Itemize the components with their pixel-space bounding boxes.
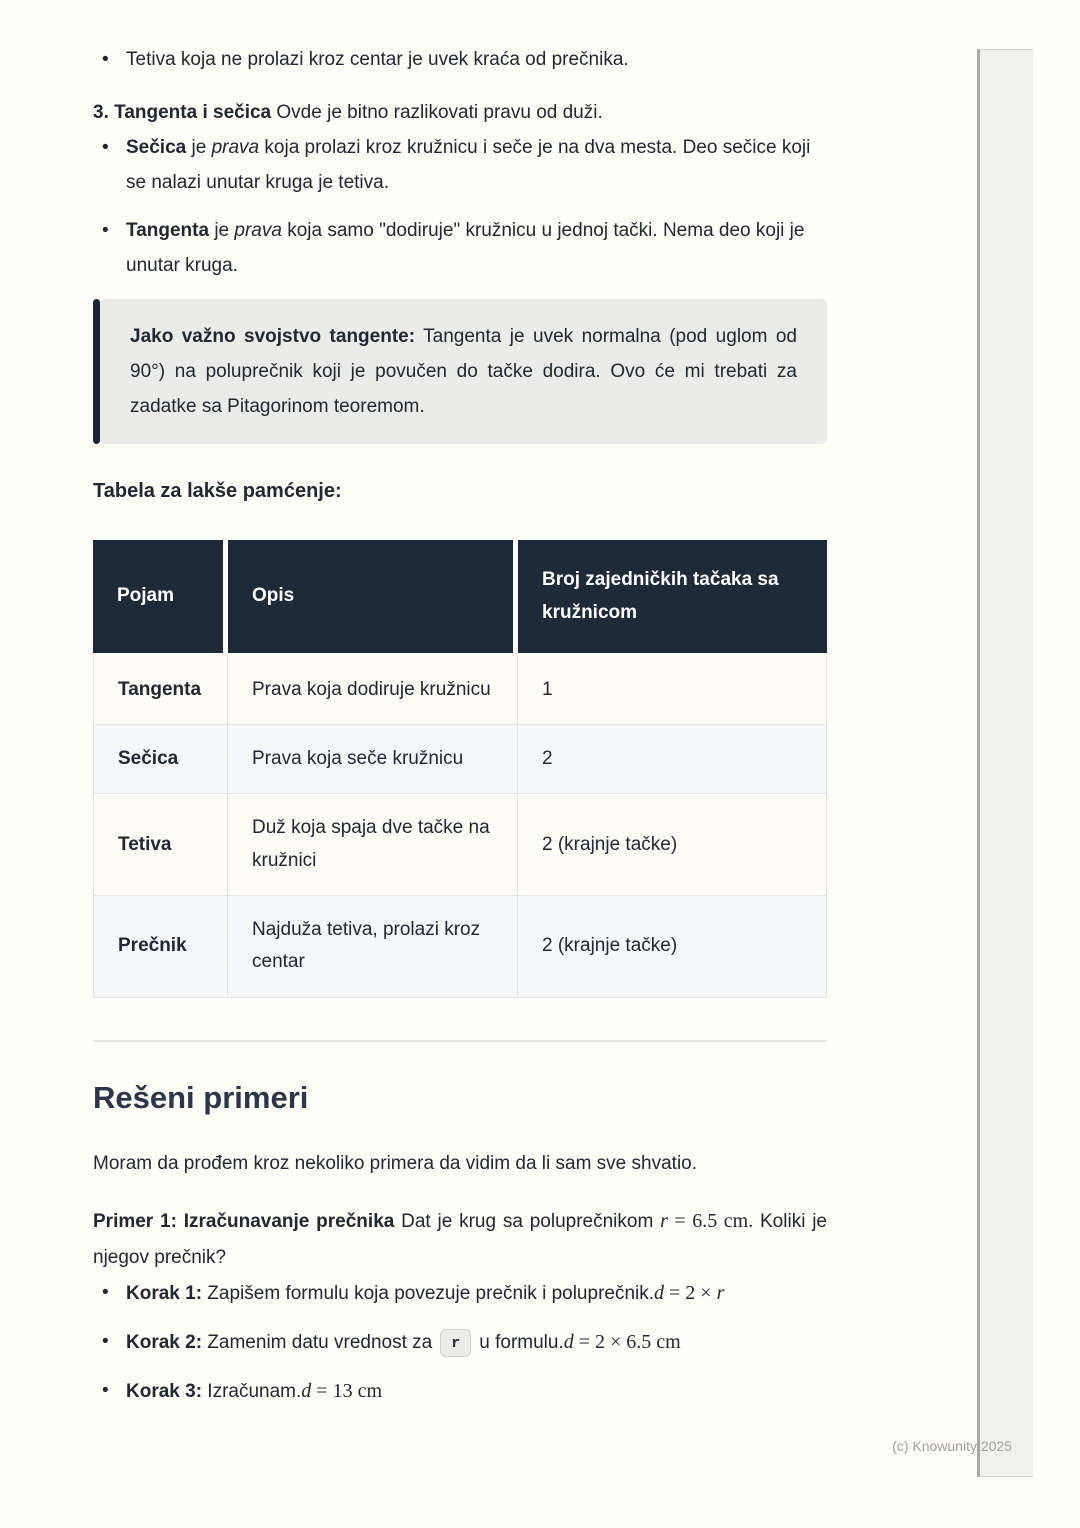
cell-pojam: Sečica (93, 725, 228, 794)
watermark: (c) Knowunity 2025 (892, 1438, 1012, 1454)
term-italic: prava (211, 137, 260, 159)
bullet-list-intro (93, 42, 827, 77)
list-item (93, 42, 827, 77)
callout-paragraph (130, 319, 797, 424)
table-row (93, 794, 827, 896)
list-item-korak-1 (93, 1275, 827, 1312)
column-header-opis: Opis (228, 540, 518, 656)
list-item-tangenta (93, 213, 827, 283)
section-divider (93, 1040, 827, 1042)
list-item-korak-3 (93, 1373, 827, 1410)
page-content (93, 42, 827, 1410)
cell-pojam: Prečnik (93, 896, 228, 998)
math-variable: d (563, 1331, 574, 1354)
cell-opis: Duž koja spaja dve tačke na kružnici (228, 794, 518, 896)
term-name: Sečica (126, 137, 187, 159)
callout-accent-bar (93, 299, 100, 444)
scrollbar-track[interactable] (977, 49, 1033, 1477)
callout-body (100, 299, 827, 444)
section-title: 3. Tangenta i sečica (93, 102, 272, 124)
table-header-row (93, 540, 827, 656)
column-header-broj: Broj zajedničkih tačaka sa kružnicom (518, 540, 827, 656)
cell-opis: Prava koja dodiruje kružnicu (228, 656, 518, 725)
term-italic: prava (234, 219, 282, 241)
list-item-secica (93, 130, 827, 200)
callout-lead: Jako važno svojstvo tangente: (130, 325, 416, 347)
table-row (93, 725, 827, 794)
term-text: je (186, 137, 212, 159)
math-expression (654, 1282, 724, 1304)
table-body (93, 656, 827, 998)
math-variable: d (301, 1380, 312, 1403)
math-expression (564, 1331, 681, 1353)
cell-broj: 1 (518, 656, 827, 725)
primer1-lead: Primer 1: Izračunavanje prečnika (93, 1211, 395, 1233)
cell-pojam: Tangenta (93, 656, 228, 725)
step-lead: Korak 2: (126, 1332, 203, 1354)
step-text: Izračunam. (202, 1381, 302, 1403)
term-text: je (209, 219, 235, 241)
cell-broj: 2 (518, 725, 827, 794)
math-rest: = 2 × 6.5 cm (573, 1331, 681, 1354)
examples-intro-paragraph: Moram da prođem kroz nekoliko primera da vidim da li sam sve shvatio. (93, 1152, 698, 1174)
list-item-text: Tetiva koja ne prolazi kroz centar je uvek kraća od prečnika. (126, 49, 629, 70)
column-header-pojam: Pojam (93, 540, 228, 656)
term-text: koja samo "dodiruje" kružnicu u jednoj tački. Nema deo koji je unutar kruga. (126, 219, 805, 276)
step-text: Zamenim datu vrednost za (202, 1332, 433, 1354)
table-header (93, 540, 827, 656)
term-name: Tangenta (126, 219, 210, 241)
cell-opis: Prava koja seče kružnicu (228, 725, 518, 794)
cell-opis: Najduža tetiva, prolazi kroz centar (228, 896, 518, 998)
bullet-list-terms (93, 130, 827, 283)
step-lead: Korak 1: (126, 1283, 203, 1305)
table-title: Tabela za lakše pamćenje: (93, 480, 342, 503)
step-text: Zapišem formulu koja povezuje prečnik i poluprečnik. (202, 1283, 655, 1305)
math-rest: = 6.5 cm. (667, 1210, 754, 1233)
step-text: u formulu. (479, 1332, 564, 1354)
page-title-reseni-primeri: Rešeni primeri (93, 1079, 309, 1115)
primer1-paragraph (93, 1203, 827, 1275)
primer1-question: Koliki je njegov prečnik? (93, 1211, 828, 1269)
steps-list (93, 1275, 827, 1410)
cell-broj: 2 (krajnje tačke) (518, 794, 827, 896)
math-rest: = 2 × (664, 1282, 717, 1305)
callout-text: Tangenta je uvek normalna (pod uglom od 90°) na poluprečnik koji je povučen do tačke dodira. Ovo će mi trebati za zadatke sa Pitagorinom teoremom. (130, 325, 797, 418)
math-variable: r (660, 1210, 668, 1233)
list-item-korak-2 (93, 1324, 827, 1361)
primer1-text: Dat je krug sa poluprečnikom (394, 1211, 661, 1233)
math-expression (660, 1210, 753, 1232)
inline-code-chip: r (440, 1329, 471, 1357)
term-text: koja prolazi kroz kružnicu i seče je na dva mesta. Deo sečice koji se nalazi unutar kruga je tetiva. (126, 137, 811, 194)
table-row (93, 656, 827, 725)
math-expression (301, 1380, 382, 1402)
callout-important-note (93, 299, 827, 444)
cell-pojam: Tetiva (93, 794, 228, 896)
section-heading-tangenta-secica (93, 95, 827, 130)
table-row (93, 896, 827, 998)
section-text: Ovde je bitno razlikovati pravu od duži. (271, 102, 603, 124)
math-variable: r (716, 1282, 725, 1305)
math-rest: = 13 cm (311, 1380, 383, 1403)
step-lead: Korak 3: (126, 1381, 203, 1403)
terms-table (93, 540, 827, 997)
math-variable: d (654, 1282, 665, 1305)
cell-broj: 2 (krajnje tačke) (518, 896, 827, 998)
